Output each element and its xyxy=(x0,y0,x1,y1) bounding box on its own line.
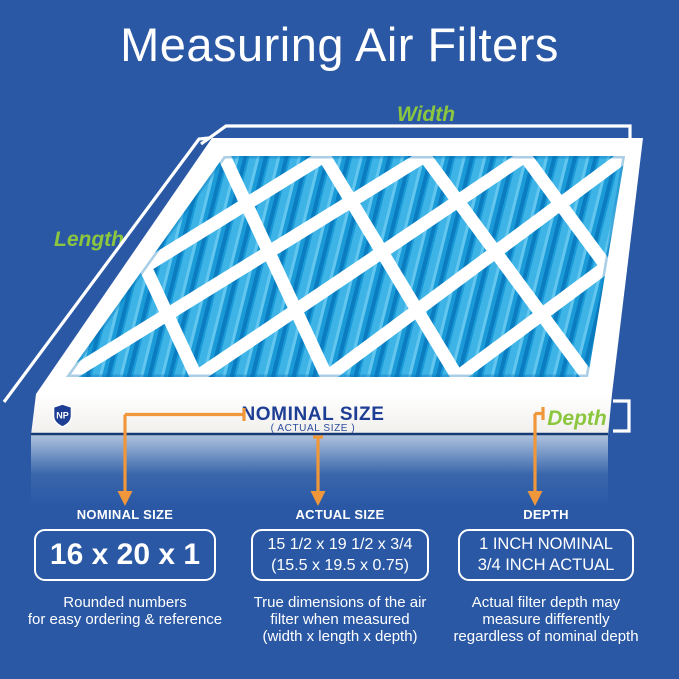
actual-size-strip-label: ( ACTUAL SIZE ) xyxy=(270,423,356,434)
column-description xyxy=(238,594,442,645)
column-description xyxy=(444,594,648,645)
depth-column xyxy=(444,507,648,645)
depth-value-box xyxy=(458,529,634,581)
description-line: Rounded numbers xyxy=(63,594,187,611)
page-title: Measuring Air Filters xyxy=(120,18,559,71)
nominal-size-strip-label: NOMINAL SIZE xyxy=(241,404,385,425)
description-line: Actual filter depth may xyxy=(471,594,621,611)
column-header: ACTUAL SIZE xyxy=(295,507,385,522)
description-line: filter when measured xyxy=(270,611,410,628)
column-header: NOMINAL SIZE xyxy=(76,507,174,522)
nominal-size-column xyxy=(8,507,242,628)
depth-nominal-value: 1 INCH NOMINAL xyxy=(479,535,613,553)
description-line: True dimensions of the air xyxy=(253,594,427,611)
filter-media xyxy=(66,156,625,377)
np-logo-text: NP xyxy=(56,410,69,421)
description-line: (width x length x depth) xyxy=(262,628,418,645)
depth-bracket xyxy=(613,401,629,431)
np-logo-shield-icon xyxy=(54,404,72,427)
actual-size-column xyxy=(238,507,442,645)
description-line: regardless of nominal depth xyxy=(453,628,639,645)
depth-actual-value: 3/4 INCH ACTUAL xyxy=(477,556,615,574)
depth-label: Depth xyxy=(547,407,607,430)
nominal-size-value-box xyxy=(34,529,216,581)
nominal-size-value: 16 x 20 x 1 xyxy=(49,538,201,571)
actual-size-value: 15 1/2 x 19 1/2 x 3/4 xyxy=(267,536,413,553)
column-description xyxy=(8,594,242,628)
actual-size-value-decimal: (15.5 x 19.5 x 0.75) xyxy=(271,557,409,574)
description-line: measure differently xyxy=(482,611,610,628)
column-header: DEPTH xyxy=(523,507,569,522)
actual-size-value-box xyxy=(251,529,429,581)
width-label: Width xyxy=(396,103,456,126)
length-label: Length xyxy=(54,228,124,251)
description-line: for easy ordering & reference xyxy=(27,611,223,628)
